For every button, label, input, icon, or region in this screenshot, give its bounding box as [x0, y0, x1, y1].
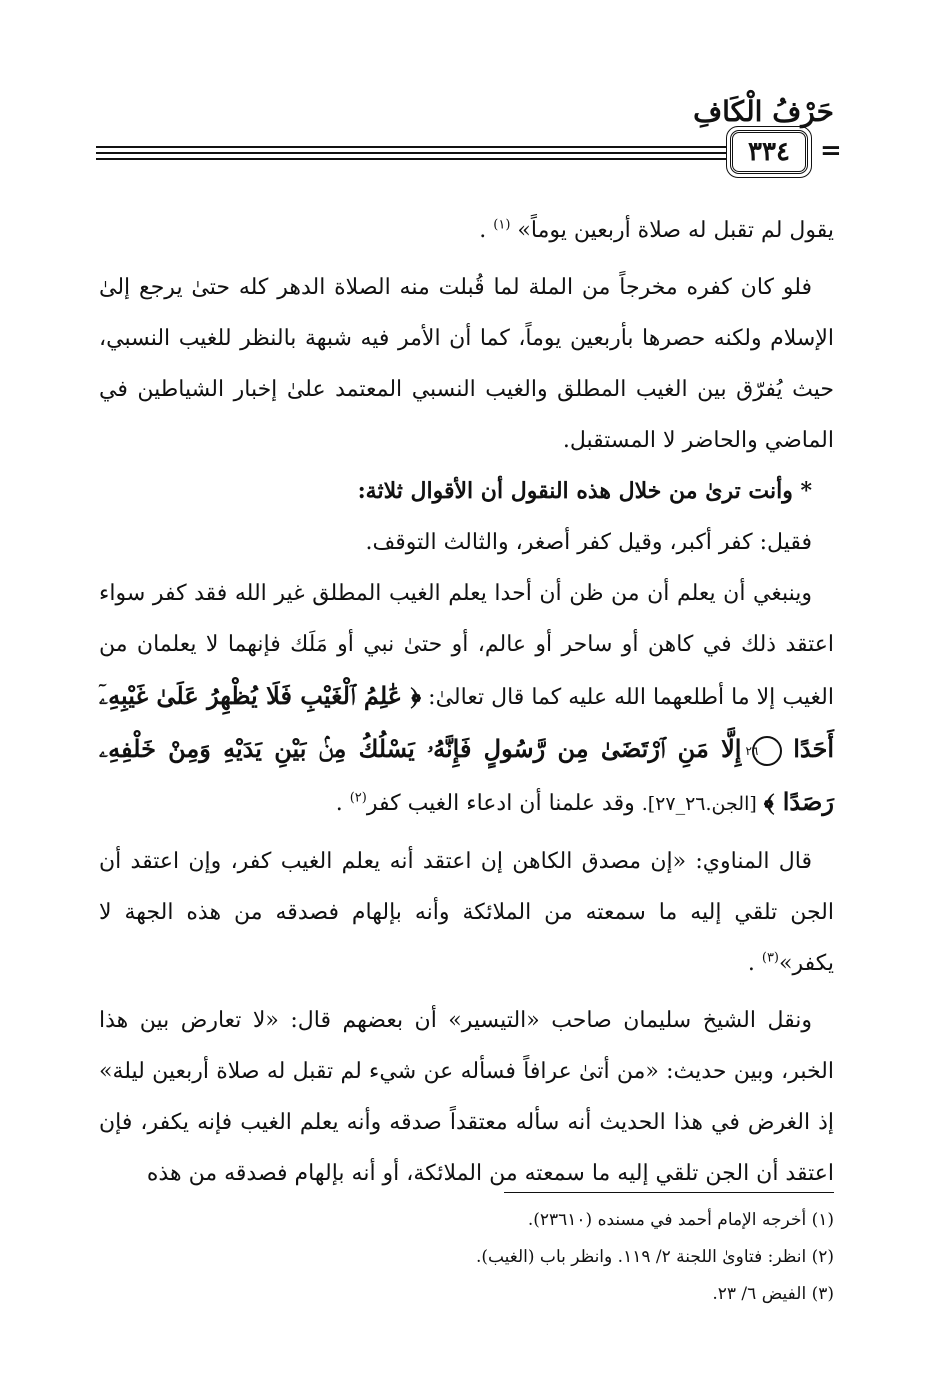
footnote-3: (٣) الفيض ٦/ ٢٣. — [712, 1284, 834, 1304]
quran-verse-part-2: إِلَّا مَنِ ٱرْتَضَىٰ مِن رَّسُولٍ فَإِنَّهُۥ يَسْلُكُ مِنۢ بَيْنِ يَدَيْهِ وَمِنْ خَلْفِهِۦ رَصَدًا ﴾ — [99, 734, 834, 816]
footnote-1: (١) أخرجه الإمام أحمد في مسنده (٢٣٦١٠). — [527, 1210, 834, 1230]
ayah-number-icon: ٢٦ — [752, 736, 782, 766]
footnote-2: (٢) انظر: فتاوىٰ اللجنة ٢/ ١١٩. وانظر باب (الغيب). — [475, 1247, 834, 1267]
paragraph-2: فلو كان كفره مخرجاً من الملة لما قُبلت منه الصلاة الدهر كله حتىٰ يرجع إلىٰ الإسلام ولكنه حصرها بأربعين يوماً، كما أن الأمر فيه شبهة بالنظر للغيب النسبي، حيث يُفرّق بين الغيب المطلق والغيب النسبي المعتمد علىٰ إخبار الشياطين في الماضي والحاضر لا المستقبل. — [99, 275, 834, 453]
main-text — [99, 205, 834, 1199]
footnotes — [99, 1202, 834, 1313]
paragraph-7: ونقل الشيخ سليمان صاحب «التيسير» أن بعضهم قال: «لا تعارض بين هذا الخبر، وبين حديث: «من أتىٰ عرافاً فسأله عن شيء لم تقبل له صلاة أربعين ليلة» إذ الغرض في هذا الحديث أنه سأله معتقداً صدقه وأنه يعلم الغيب فإنه يكفر، فإن اعتقد أن الجن تلقي إليه ما سمعته من الملائكة، أو أنه بإلهام فصدقه من هذه — [99, 1008, 834, 1186]
footnote-ref-2: (٢) — [349, 790, 367, 806]
paragraph-5-tail: وقد علمنا أن ادعاء الغيب كفر — [366, 791, 635, 816]
header-rule — [96, 146, 726, 148]
footnote-ref-1: (١) — [493, 217, 511, 233]
paragraph-1-text: يقول لم تقبل له صلاة أربعين يوماً» — [517, 218, 834, 243]
paragraph-6: قال المناوي: «إن مصدق الكاهن إن اعتقد أنه يعلم الغيب كفر، وإن اعتقد أن الجن تلقي إليه ما سمعته من الملائكة وأنه بإلهام فصدقه من هذه الجهة لا يكفر»$^{(٣)}$ . — [99, 849, 834, 976]
header-edge-mark: = — [820, 136, 842, 166]
paragraph-4: فقيل: كفر أكبر، وقيل كفر أصغر، والثالث التوقف. — [365, 530, 812, 555]
chapter-title: حَرْفُ الْكَافِ — [693, 95, 834, 128]
page-number: ٣٣٤ — [748, 137, 790, 167]
paragraph-5: وينبغي أن يعلم أن من ظن أن أحدا يعلم الغيب المطلق غير الله فقد كفر سواء اعتقد ذلك في كاهن أو ساحر أو عالم، أو حتىٰ نبي أو مَلَك فإنهما لا يعلمان من الغيب إلا ما أطلعهما الله عليه كما قال تعالىٰ: ﴿ عَٰلِمُ ٱلْغَيْبِ فَلَا يُظْهِرُ عَلَىٰ غَيْبِهِۦٓ أَحَدًا ٢٦ إِلَّا مَنِ ٱرْتَضَىٰ مِن رَّسُولٍ فَإِنَّهُۥ يَسْلُكُ مِنۢ بَيْنِ يَدَيْهِ وَمِنْ خَلْفِهِۦ رَصَدًا ﴾ [الجن.٢٦_٢٧]. وقد علمنا أن ادعاء الغيب كفر$^{(٢)}$ . — [99, 581, 835, 816]
paragraph-5-intro: وينبغي أن يعلم أن من ظن أن أحدا يعلم الغيب المطلق غير الله فقد كفر سواء اعتقد ذلك في كاهن أو ساحر أو عالم، أو حتىٰ نبي أو مَلَك فإنهما لا يعلمان من الغيب إلا ما أطلعهما الله عليه كما قال تعالىٰ: — [99, 581, 834, 710]
header-rule — [96, 152, 726, 154]
footnote-separator — [504, 1192, 834, 1193]
footnote-ref-3: (٣) — [761, 950, 779, 966]
page-number-frame — [730, 130, 808, 174]
paragraph-1: يقول لم تقبل له صلاة أربعين يوماً» $^{(١)}$ . — [479, 217, 834, 243]
verse-reference: [الجن.٢٦_٢٧]. — [641, 793, 757, 815]
header-rule — [96, 158, 726, 160]
paragraph-3-heading: * وأنت ترىٰ من خلال هذه النقول أن الأقوال ثلاثة: — [357, 478, 812, 504]
quran-verse-part-1: ﴿ عَٰلِمُ ٱلْغَيْبِ فَلَا يُظْهِرُ عَلَىٰ غَيْبِهِۦٓ أَحَدًا — [99, 681, 835, 763]
paragraph-6-text: قال المناوي: «إن مصدق الكاهن إن اعتقد أنه يعلم الغيب كفر، وإن اعتقد أن الجن تلقي إليه ما سمعته من الملائكة وأنه بإلهام فصدقه من هذه الجهة لا يكفر» — [99, 849, 834, 976]
